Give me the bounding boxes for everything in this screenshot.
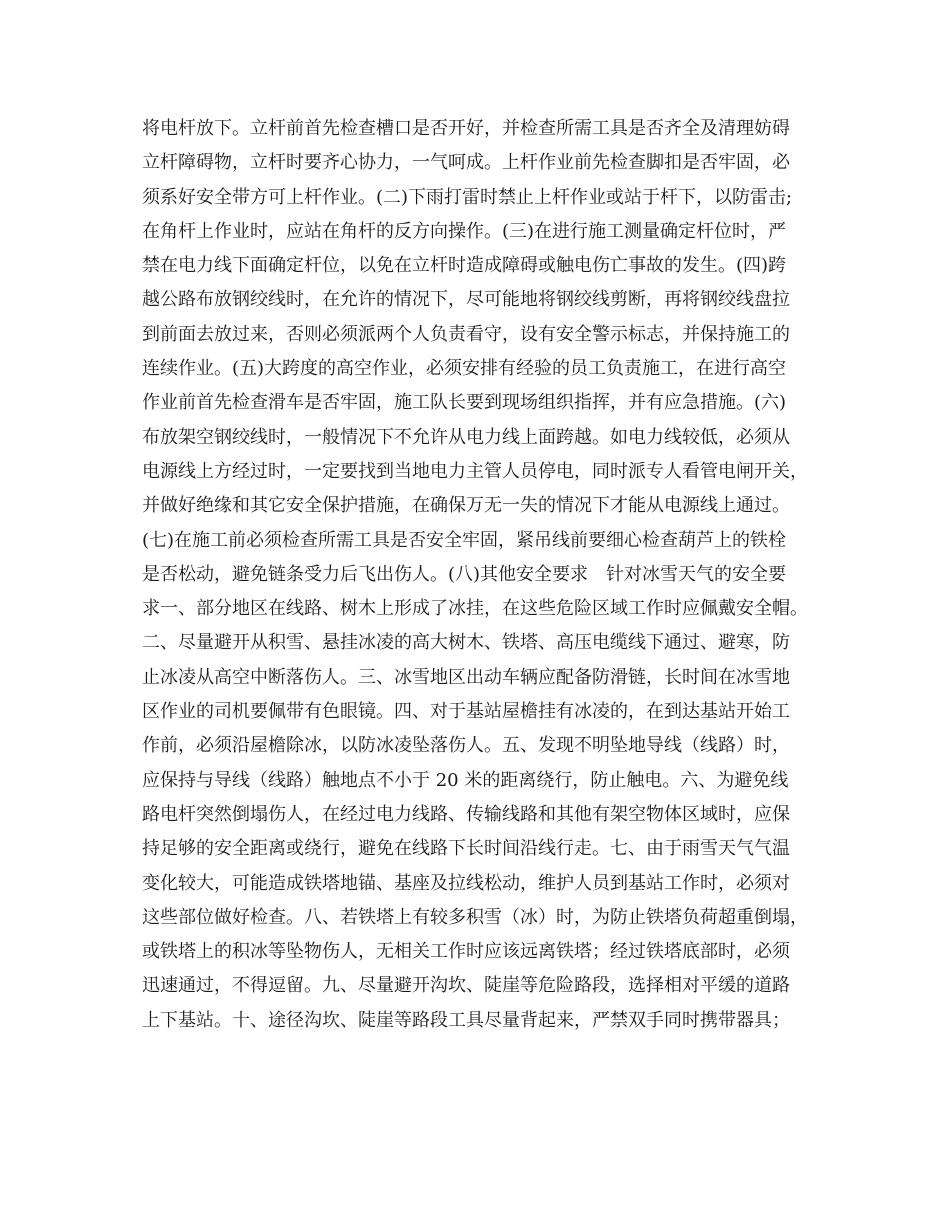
body-text	[142, 112, 822, 1038]
text-line: 电源线上方经过时，一定要找到当地电力主管人员停电，同时派专人看管电闸开关，	[142, 460, 808, 482]
text-line: 求一、部分地区在线路、树木上形成了冰挂，在这些危险区域工作时应佩戴安全帽。	[142, 598, 808, 620]
text-line: 止冰凌从高空中断落伤人。三、冰雪地区出动车辆应配备防滑链，长时间在冰雪地	[142, 666, 790, 688]
text-line: 上下基站。十、途径沟坎、陡崖等路段工具尽量背起来，严禁双手同时携带器具；	[142, 1009, 790, 1031]
text-line: 越公路布放钢绞线时，在允许的情况下，尽可能地将钢绞线剪断，再将钢绞线盘拉	[142, 289, 790, 311]
text-line: 在角杆上作业时，应站在角杆的反方向操作。(三)在进行施工测量确定杆位时，严	[142, 220, 787, 242]
text-line: 布放架空钢绞线时，一般情况下不允许从电力线上面跨越。如电力线较低，必须从	[142, 426, 790, 448]
text-line: 变化较大，可能造成铁塔地锚、基座及拉线松动，维护人员到基站工作时，必须对	[142, 872, 790, 894]
text-line: 禁在电力线下面确定杆位，以免在立杆时造成障碍或触电伤亡事故的发生。(四)跨	[142, 255, 787, 277]
text-line: 应保持与导线（线路）触地点不小于 20 米的距离绕行，防止触电。六、为避免线	[142, 769, 789, 791]
text-line: 区作业的司机要佩带有色眼镜。四、对于基站屋檐挂有冰凌的，在到达基站开始工	[142, 701, 790, 723]
text-line: 二、尽量避开从积雪、悬挂冰凌的高大树木、铁塔、高压电缆线下通过、避寒，防	[142, 632, 790, 654]
text-line: 或铁塔上的积冰等坠物伤人，无相关工作时应该远离铁塔；经过铁塔底部时，必须	[142, 941, 790, 963]
text-line: 是否松动，避免链条受力后飞出伤人。(八)其他安全要求 针对冰雪天气的安全要	[142, 563, 787, 585]
text-line: 须系好安全带方可上杆作业。(二)下雨打雷时禁止上杆作业或站于杆下，以防雷击;	[142, 186, 793, 208]
text-line: (七)在施工前必须检查所需工具是否安全牢固，紧吊线前要细心检查葫芦上的铁栓	[142, 529, 787, 551]
text-line: 作前，必须沿屋檐除冰，以防冰凌坠落伤人。五、发现不明坠地导线（线路）时，	[142, 735, 790, 757]
text-line: 将电杆放下。立杆前首先检查槽口是否开好，并检查所需工具是否齐全及清理妨碍	[142, 118, 790, 139]
text-line: 到前面去放过来，否则必须派两个人负责看守，设有安全警示标志，并保持施工的	[142, 323, 790, 345]
text-line: 这些部位做好检查。八、若铁塔上有较多积雪（冰）时，为防止铁塔负荷超重倒塌，	[142, 906, 808, 928]
text-line: 迅速通过，不得逗留。九、尽量避开沟坎、陡崖等危险路段，选择相对平缓的道路	[142, 975, 790, 997]
text-line: 立杆障碍物，立杆时要齐心协力，一气呵成。上杆作业前先检查脚扣是否牢固，必	[142, 152, 790, 174]
text-line: 连续作业。(五)大跨度的高空作业，必须安排有经验的员工负责施工，在进行高空	[142, 358, 787, 380]
text-line: 并做好绝缘和其它安全保护措施，在确保万无一失的情况下才能从电源线上通过。	[142, 495, 790, 517]
text-line: 路电杆突然倒塌伤人，在经过电力线路、传输线路和其他有架空物体区域时，应保	[142, 803, 790, 825]
text-line: 持足够的安全距离或绕行，避免在线路下长时间沿线行走。七、由于雨雪天气气温	[142, 838, 790, 860]
text-line: 作业前首先检查滑车是否牢固，施工队长要到现场组织指挥，并有应急措施。(六)	[142, 392, 787, 414]
